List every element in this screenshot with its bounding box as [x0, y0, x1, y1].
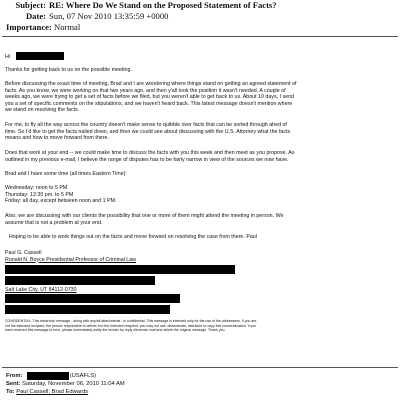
- forwarded-to-row: [6, 389, 88, 396]
- subject-label: Subject:: [15, 0, 46, 10]
- forwarded-sent-row: [6, 381, 125, 388]
- schedule-line: Thursday: 12:30 pm. to 5 PM: [5, 191, 74, 198]
- redaction-signature-address: [5, 276, 155, 285]
- body-line: time. So I'd like to get the facts nailed down, and then we could see about discussing with the U.S. Attorney what the facts: [5, 128, 291, 135]
- schedule-line: Wednesday: noon to 5 PM.: [5, 185, 69, 191]
- redaction-signature-contact: [5, 294, 180, 303]
- forwarded-from-suffix: (USAFLS): [69, 373, 97, 379]
- redaction-signature-address: [5, 265, 235, 274]
- signature-city: Salt Lake City, UT 84112-0730: [5, 287, 77, 293]
- body-line: Thanks for getting back to us on the possible meeting.: [5, 67, 132, 73]
- forwarded-sent-value: Saturday, November 06, 2010 11:04 AM: [22, 381, 125, 387]
- schedule-line: Friday: all day, except between noon and 1 PM.: [5, 198, 117, 204]
- forwarded-to-value: Paul Cassell; Brad Edwards: [16, 389, 89, 395]
- date-value: Sun, 07 Nov 2010 13:35:59 +0000: [49, 11, 169, 21]
- subject-value: RE: Where Do We Stand on the Proposed Statement of Facts?: [49, 0, 277, 10]
- body-line: we stand on resolving the facts.: [5, 107, 80, 113]
- redaction-sender-name: [27, 372, 69, 380]
- body-line: Does that work at your end -- we could make time to discuss the facts with you this week and then meet as you propose. As: [5, 150, 295, 156]
- importance-label: Importance:: [6, 22, 52, 32]
- body-line: weeks ago, we were trying to get a set of facts before we filed, but you weren't able to get back to us. About 10 days, I send: [5, 94, 294, 100]
- signature-name: Paul G. Cassell: [5, 250, 42, 256]
- signature-title: Ronald N. Boyce Presidential Professor of Criminal Law: [5, 256, 137, 263]
- body-line: Hoping to be able to work things out on the facts and move forward on resolving the case from there. Paul: [9, 234, 257, 240]
- body-line: Before discussing the exact time of meeting, Brad and I are wondering where things stand on getting an agreed statement of: [5, 81, 297, 87]
- body-line: Also, we are discussing with our clients the possibility that one or more of them might attend the meeting in person. We: [5, 213, 284, 219]
- header-divider: [2, 36, 398, 37]
- redaction-signature-contact: [5, 305, 170, 314]
- body-line: outlined in my previous e-mail, I believe the range of disputes has to be fairly narrow in view of the sources we now have.: [5, 156, 289, 163]
- body-line: Brad and I have some time (all times Eastern Time):: [5, 171, 127, 177]
- importance-value: Normal: [53, 22, 81, 32]
- greeting: Hi: [5, 54, 11, 60]
- subject-row: [0, 0, 277, 10]
- body-line: means and how to move forward from there.: [5, 135, 109, 141]
- forward-divider: [2, 367, 398, 368]
- forwarded-sent-label: Sent:: [6, 381, 21, 387]
- importance-row: [6, 22, 80, 32]
- body-line: assume that is not a problem at your end.: [5, 219, 103, 226]
- forwarded-from-label: From:: [6, 373, 23, 379]
- redaction-recipient-name: [16, 52, 64, 60]
- body-line: facts. As you know, we were working on that two years ago, and then y'all took the position it wasn't needed. A couple of: [5, 87, 286, 94]
- confidential-line: have received this message in error, please immediately notify the sender by reply electronic mail and delete the original message. Thank you.: [5, 328, 226, 332]
- forwarded-to-label: To:: [6, 389, 15, 395]
- body-line: you a set of specific comments on the stipulations, and we haven't heard back. This latest message doesn't mention where: [5, 100, 293, 107]
- body-line: For me, to fly all the way across the country doesn't make sense to quibble over facts that can be sorted through ahed of: [5, 122, 287, 128]
- date-row: [0, 11, 168, 21]
- date-label: Date:: [25, 11, 46, 21]
- confidential-line: not the intended recipient, the person responsible to deliver it to the intended recipient, you may not use, disseminate, distribute or copy this communication. If you: [5, 323, 257, 328]
- confidential-line: CONFIDENTIAL: This electronic message - along with any/all attachments - is confidential. This message is intended only for the use of the addressees. If you are: [5, 319, 257, 323]
